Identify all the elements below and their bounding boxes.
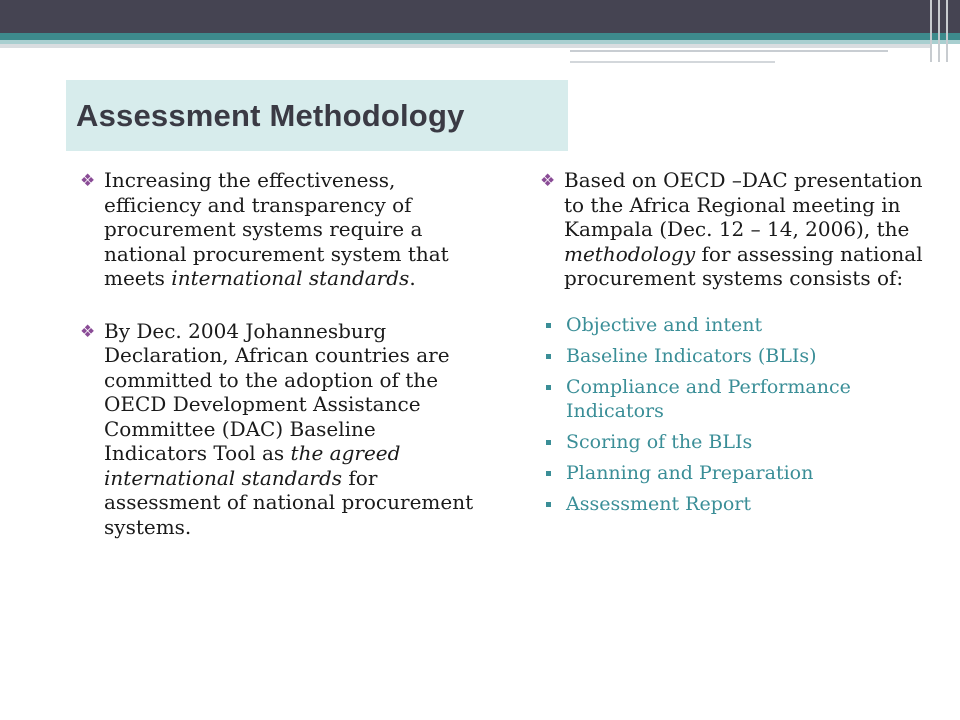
bullet-text: By Dec. 2004 Johannesburg Declaration, African countries are committed to the adoption of the OECD Development Assistance Committee (DAC) Baseline Indicators Tool as [104, 318, 450, 465]
gray-band [0, 44, 930, 48]
square-bullet-icon [546, 385, 551, 390]
list-item: Assessment Report [540, 492, 940, 516]
decorative-edge-line [946, 0, 948, 62]
diamond-bullet-icon: ❖ [80, 171, 96, 191]
decorative-edge-line [938, 0, 940, 62]
bullet-effectiveness [80, 168, 480, 291]
square-bullet-icon [546, 502, 551, 507]
bullet-johannesburg [80, 319, 480, 540]
left-column [80, 168, 480, 567]
list-item: Objective and intent [540, 313, 940, 337]
bullet-text-italic: methodology [564, 241, 696, 266]
bullet-text: Based on OECD –DAC presentation to the Africa Regional meeting in Kampala (Dec. 12 – 14, 2006), the [564, 168, 923, 241]
right-column [540, 168, 940, 523]
title-box [66, 80, 568, 151]
top-bar [0, 0, 960, 33]
decorative-rule [570, 50, 888, 52]
square-bullet-icon [546, 471, 551, 476]
methodology-list [540, 313, 940, 516]
square-bullet-icon [546, 440, 551, 445]
diamond-bullet-icon: ❖ [540, 171, 556, 191]
square-bullet-icon [546, 354, 551, 359]
bullet-text: Increasing the effectiveness, efficiency and transparency of procurement systems require a national procurement system that meets [104, 168, 449, 290]
bullet-text: for assessing national procurement systems consists of: [564, 241, 923, 290]
bullet-text-italic: international standards [171, 266, 410, 290]
list-item: Planning and Preparation [540, 461, 940, 485]
bullet-text-italic: the agreed international standards [104, 441, 401, 490]
decorative-edge-line [930, 0, 932, 62]
bullet-text: for assessment of national procurement systems. [104, 465, 474, 539]
teal-accent-band [0, 33, 960, 40]
bullet-oecd-dac [540, 168, 940, 291]
slide-title: Assessment Methodology [76, 97, 465, 133]
list-item: Scoring of the BLIs [540, 430, 940, 454]
bullet-text: . [409, 266, 416, 290]
list-item: Compliance and Performance Indicators [540, 375, 940, 423]
list-item: Baseline Indicators (BLIs) [540, 344, 940, 368]
decorative-rule [570, 61, 775, 63]
square-bullet-icon [546, 323, 551, 328]
diamond-bullet-icon: ❖ [80, 321, 96, 342]
